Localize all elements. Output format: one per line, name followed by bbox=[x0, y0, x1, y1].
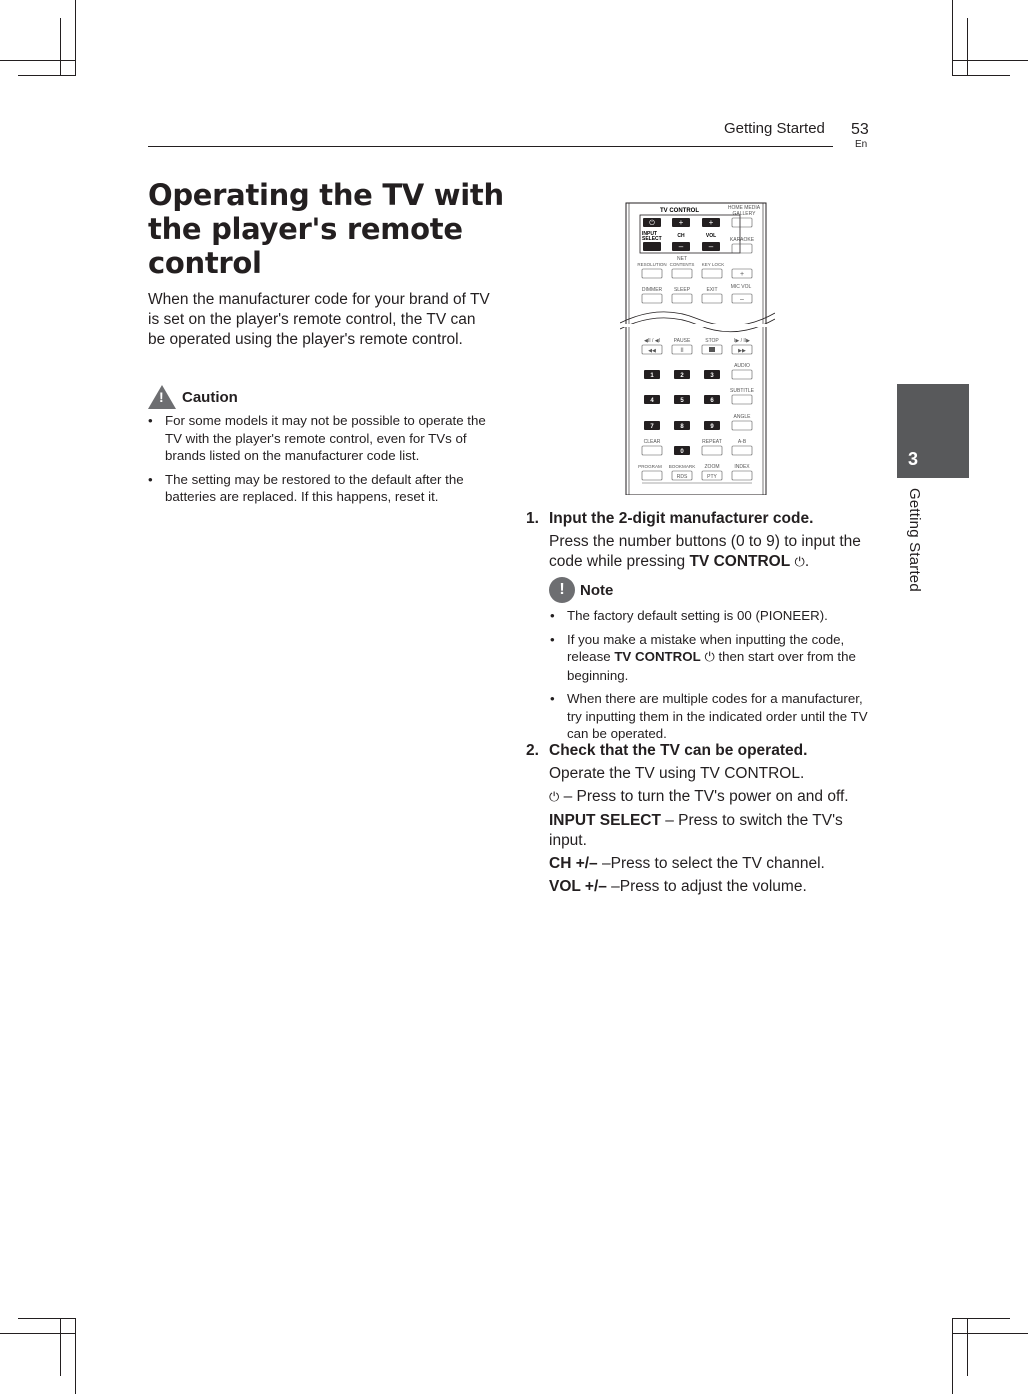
remote-label: A-B bbox=[737, 439, 747, 445]
remote-label: KEY LOCK bbox=[701, 262, 725, 267]
svg-text:+: + bbox=[739, 271, 745, 278]
crop-mark bbox=[75, 1318, 76, 1394]
note-heading: ! Note bbox=[549, 577, 613, 603]
digit-key: 9 bbox=[710, 424, 714, 430]
warning-icon: ! bbox=[148, 385, 176, 409]
page-number: 53 bbox=[851, 121, 869, 138]
svg-text:⏻: ⏻ bbox=[649, 220, 655, 227]
power-icon: ⏻ bbox=[549, 790, 560, 805]
crop-mark bbox=[75, 0, 76, 76]
crop-mark bbox=[952, 1333, 1028, 1334]
remote-label: PROGRAM bbox=[638, 464, 662, 469]
ch-description: CH +/– –Press to select the TV channel. bbox=[549, 855, 825, 872]
remote-label: DIMMER bbox=[641, 287, 663, 293]
digit-key: 8 bbox=[680, 424, 684, 430]
svg-text:–: – bbox=[678, 242, 684, 251]
remote-label: KARAOKE bbox=[729, 237, 755, 243]
caution-list bbox=[148, 412, 493, 512]
crop-mark bbox=[952, 60, 1028, 61]
list-item: • The factory default setting is 00 (PIONEER). bbox=[550, 607, 870, 625]
remote-label: RDS bbox=[676, 474, 688, 480]
list-item: • When there are multiple codes for a manufacturer, try inputting them in the indicated order until the TV can be operated. bbox=[550, 690, 870, 743]
svg-text:+: + bbox=[708, 218, 714, 227]
step-title: Check that the TV can be operated. bbox=[549, 742, 808, 759]
remote-label: PAUSE bbox=[673, 338, 691, 344]
remote-label: CH bbox=[677, 233, 685, 239]
digit-key: 6 bbox=[710, 398, 714, 404]
chapter-label: Getting Started bbox=[906, 488, 923, 592]
remote-label: HOME MEDIA bbox=[727, 205, 761, 211]
caution-heading: ! Caution bbox=[148, 385, 238, 409]
digit-key: 1 bbox=[650, 373, 654, 379]
svg-text:◀II / ◀I: ◀II / ◀I bbox=[643, 338, 661, 344]
list-item: • The setting may be restored to the default after the batteries are replaced. If this happens, reset it. bbox=[148, 471, 493, 506]
power-icon: ⏻ bbox=[794, 555, 805, 570]
header-section: Getting Started bbox=[724, 120, 825, 137]
language-code: En bbox=[855, 139, 868, 150]
crop-mark bbox=[967, 18, 968, 76]
remote-label: GALLERY bbox=[732, 211, 756, 217]
remote-label: CONTENTS bbox=[669, 262, 695, 267]
digit-key: 7 bbox=[650, 424, 654, 430]
svg-text:–: – bbox=[740, 296, 744, 303]
list-item: • For some models it may not be possible to operate the TV with the player's remote control, even for TVs of brands listed on the manufacturer code list. bbox=[148, 412, 493, 465]
crop-mark bbox=[0, 60, 76, 61]
list-item: • If you make a mistake when inputting the code, release TV CONTROL ⏻ then start over from the beginning. bbox=[550, 631, 870, 685]
step-text: Press the number buttons (0 to 9) to input the code while pressing TV CONTROL ⏻. bbox=[549, 533, 861, 570]
crop-mark bbox=[967, 1318, 968, 1376]
intro-paragraph: When the manufacturer code for your brand of TV is set on the player's remote control, the TV can be operated using the player's remote control. bbox=[148, 291, 490, 348]
step-number: 2. bbox=[526, 742, 539, 759]
remote-label: SUBTITLE bbox=[730, 388, 754, 394]
digit-key: 0 bbox=[680, 449, 684, 455]
digit-key: 3 bbox=[710, 373, 714, 379]
svg-text:▶▶: ▶▶ bbox=[738, 348, 746, 354]
chapter-number: 3 bbox=[908, 449, 919, 469]
remote-label: INPUT bbox=[642, 231, 657, 237]
digit-key: 2 bbox=[680, 373, 684, 379]
exclamation-icon: ! bbox=[549, 577, 575, 603]
svg-text:I▶ / II▶: I▶ / II▶ bbox=[733, 338, 751, 344]
remote-label: RESOLUTION bbox=[637, 262, 667, 267]
remote-label: NET bbox=[677, 256, 687, 262]
page-title: Operating the TV with the player's remote control bbox=[148, 178, 504, 280]
remote-label: VOL bbox=[705, 233, 717, 239]
input-select-description: INPUT SELECT – Press to switch the TV's input. bbox=[549, 812, 843, 849]
step-text: Operate the TV using TV CONTROL. bbox=[549, 765, 805, 782]
remote-label: SELECT bbox=[642, 236, 662, 242]
remote-label: STOP bbox=[705, 338, 719, 344]
remote-label: ZOOM bbox=[704, 464, 720, 470]
header-rule bbox=[148, 146, 833, 147]
crop-mark bbox=[0, 1333, 76, 1334]
crop-mark bbox=[60, 18, 61, 76]
remote-control-illustration bbox=[620, 195, 775, 495]
remote-label: INDEX bbox=[734, 464, 750, 470]
svg-text:◀◀: ◀◀ bbox=[648, 348, 656, 354]
note-list bbox=[550, 607, 870, 749]
digit-key: 5 bbox=[680, 398, 684, 404]
power-icon: ⏻ bbox=[704, 650, 715, 665]
vol-description: VOL +/– –Press to adjust the volume. bbox=[549, 878, 807, 895]
svg-text:II: II bbox=[680, 348, 684, 354]
remote-label: CLEAR bbox=[643, 439, 661, 445]
crop-mark bbox=[952, 75, 1010, 76]
remote-label: ANGLE bbox=[733, 414, 751, 420]
crop-mark bbox=[952, 0, 953, 76]
step-1 bbox=[526, 509, 866, 576]
crop-mark bbox=[952, 1318, 1010, 1319]
remote-label: BOOKMARK bbox=[668, 464, 696, 469]
power-description: ⏻ – Press to turn the TV's power on and off. bbox=[549, 788, 849, 805]
remote-label: AUDIO bbox=[734, 363, 750, 369]
remote-label: REPEAT bbox=[702, 439, 722, 445]
remote-label: PTY bbox=[707, 474, 717, 480]
remote-label: MIC VOL bbox=[730, 284, 752, 290]
digit-key: 4 bbox=[650, 398, 654, 404]
svg-text:–: – bbox=[708, 242, 714, 251]
crop-mark bbox=[18, 1318, 76, 1319]
step-number: 1. bbox=[526, 510, 539, 527]
step-2 bbox=[526, 741, 866, 900]
crop-mark bbox=[952, 1318, 953, 1394]
remote-label: SLEEP bbox=[673, 287, 691, 293]
crop-mark bbox=[18, 75, 76, 76]
remote-label: TV CONTROL bbox=[660, 208, 699, 214]
remote-label: EXIT bbox=[706, 287, 718, 293]
svg-text:+: + bbox=[678, 218, 684, 227]
step-title: Input the 2-digit manufacturer code. bbox=[549, 510, 814, 527]
crop-mark bbox=[60, 1318, 61, 1376]
